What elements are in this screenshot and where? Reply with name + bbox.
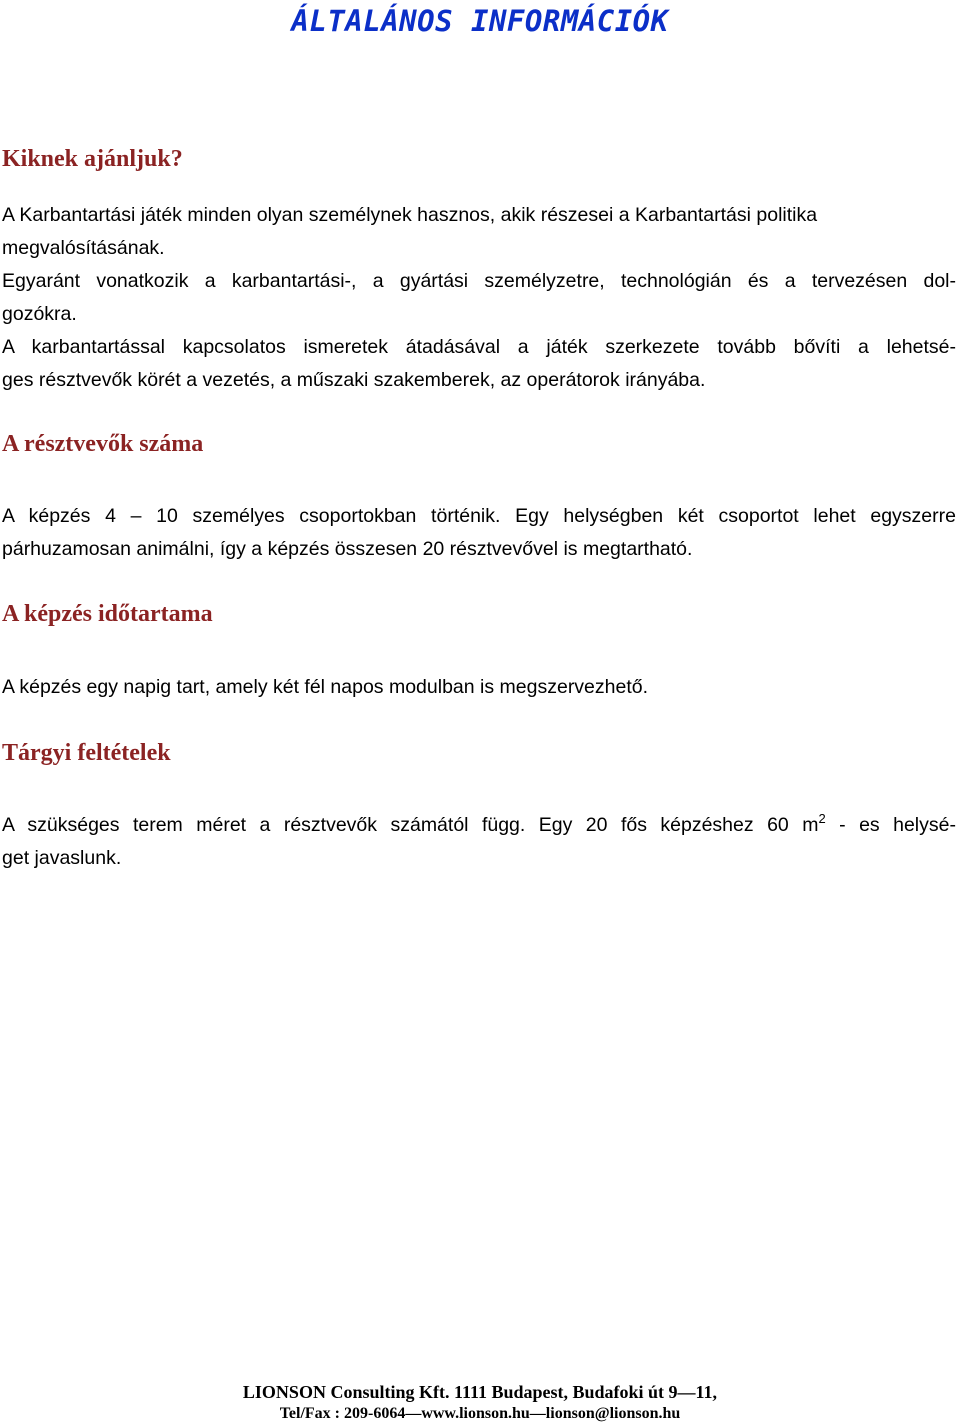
text-line: A Karbantartási játék minden olyan személynek hasznos, akik részesei a Karbantartási politika (2, 204, 818, 226)
text-line: A képzés egy napig tart, amely két fél napos modulban is megszervezhető. (2, 676, 649, 698)
text-fragment: A szükséges terem méret a résztvevők számától függ. Egy 20 fős képzéshez 60 m (2, 814, 819, 836)
section-body-duration (2, 671, 956, 704)
section-body-conditions (2, 809, 956, 875)
text-line: get javaslunk. (2, 847, 122, 869)
text-line (2, 809, 956, 842)
text-line: A karbantartással kapcsolatos ismeretek átadásával a játék szerkezete tovább bővíti a lehetsé- (2, 336, 956, 358)
page-title: ÁLTALÁNOS INFORMÁCIÓK (291, 4, 669, 38)
text-line: Egyaránt vonatkozik a karbantartási-, a gyártási személyzetre, technológián és a tervezésen dol- (2, 270, 956, 292)
text-line: gozókra. (2, 303, 77, 325)
superscript: 2 (818, 811, 826, 826)
text-line: párhuzamosan animálni, így a képzés összesen 20 résztvevővel is megtartható. (2, 538, 693, 560)
footer-address: LIONSON Consulting Kft. 1111 Budapest, Budafoki út 9—11, (242, 1382, 718, 1402)
section-heading-participants: A résztvevők száma (2, 431, 204, 457)
section-heading-target: Kiknek ajánljuk? (2, 146, 183, 172)
text-line: ges résztvevők körét a vezetés, a műszaki szakemberek, az operátorok irányába. (2, 369, 706, 391)
section-heading-duration: A képzés időtartama (2, 601, 213, 627)
section-body-participants (2, 500, 956, 566)
section-heading-conditions: Tárgyi feltételek (2, 740, 171, 766)
footer-contact: Tel/Fax : 209-6064—www.lionson.hu—lionson@lionson.hu (279, 1405, 681, 1422)
section-body-target (2, 199, 956, 397)
text-line: megvalósításának. (2, 237, 165, 259)
text-line: A képzés 4 – 10 személyes csoportokban történik. Egy helységben két csoportot lehet egyszerre (2, 505, 956, 527)
text-fragment: - es helysé- (839, 814, 956, 836)
